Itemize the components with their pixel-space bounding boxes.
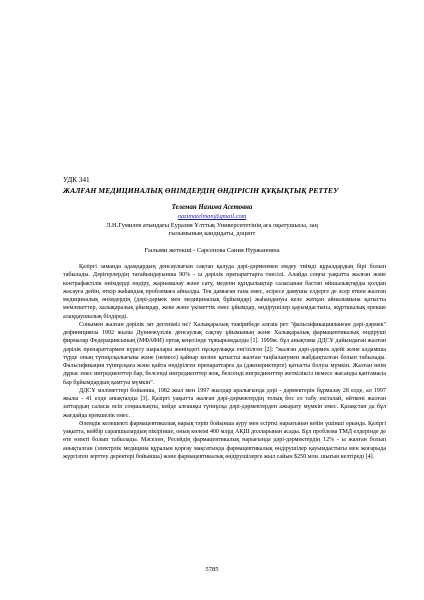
scientific-supervisor: Ғылыми жетекші - Сарсенова Сания Нуржановна [144,247,280,254]
body-paragraph: ДДСҰ мәліметтері бойынша, 1982 жыл мен 1997 жылдар аралығында дәрі - дәрмектерін бұрмалау 28 елде, ал 1997 жылы - 41 елде анықталды [3]. Қазіргі уақытта жалған дәрі-дәрмектердің толық бос ел табу екіталай, өйткені жалған заттардың саласы өсіп соңшалықты, кейде алғашқы түпнұсқа дәрі-дәрмектерден ажырату мүмкін емес. Қазақстан да бұл жағдайда ерекшелік емес. [63,387,386,419]
body-paragraph: Қазіргі заманда адамдардың денсаулығын сақтап қалуда дәрі-дәрменмен емдеу тиімді құралдардың бірі болып табылады. Дәрігерлердің тағайындауынша 90% - ы дәрілік препараттарға тиесілі. Алайда соңғы уақытта жалған және контрафактілік өнімдерді өндіру, жарнамалау және сату, медени құндылықтар саласынан бастап өйшылықтарды қолдан жасауға дейін, өткір жаһандық проблемаға айналды. Тек дамыған ғана емес, әсіресе дамушы елдерге де әсер еткен жалған медициналық өнімдердің (дәрі-дәрмек мен медициналық бұйымдар) жаһандануы келе жатқан айналымына қатысты мемлекеттер, халықаралық ұйымдар, жеке және үкіметтік емес ұйымдар, өндірушілер қауымдастығы, жұртшылық ерекше алаңдаушылық білдіреді. [63,264,386,320]
udk-code: УДК 341 [63,176,90,184]
affiliation-line: Л.Н.Гумилев атындағы Еуразия Ұлттық Университетінің аға оқытушысы, заң [106,222,318,229]
article-title: ЖАЛҒАН МЕДИЦИНАЛЫҚ ӨНІМДЕРДІҢ ӨНДІРІСІН ҚҰҚЫҚТЫҚ РЕТТЕУ [63,186,339,195]
affiliation-line: ғылымының кандидаты, доцент [168,230,256,238]
author-email-link[interactable]: nazimatelman@gmail.com [177,213,247,220]
body-paragraph: Әлемдік келешекті фармацевтикалық нарық тәріп бойынша ауру мен есірткі нарығынан кейін үшінші орында. Қазіргі уақытта, кейбір сарапшылардың пікірінше, оның көлемі 400 млрд АҚШ долларынан асады. Бұл проблема ТМД елдерінде де өте өзекті болып табылады. Мәселен, Ресейдің фармацевтикалық нарығында дәрі-дәрмектердің 12% - ы жалған болып анықталған (электрлік медицина құралын қорғау мақсатында фармацевтикалық өндірушілер қауымдастығы мен жоғарыда жүргізген зерттеу деректері бойынша) және фармацевтикалық өндірушілерге жыл сайын $250 млн. шығын келтіреді [4]. [63,420,386,460]
article-body [63,263,386,461]
author-affiliation [0,222,424,239]
page-number: 5785 [205,566,219,573]
author-name: Телеман Назима Асетовна [171,204,253,211]
body-paragraph: Сонымен жалған дәрілік зат дегеніміз не? Халықаралық тәжірибеде алғаш рет "фальсификацияланған дәрі-дәрмек" дефинициясы 1992 жылы Дүниежүзілік денсаулық сақтау ұйымының және Халықаралық фармацевтикалық өндіруші фирмалар Федерациясының (МФАФИ) ортақ кеңесінде тұжырымдалды [1]. 1999ж. бұл анықтама ДДСҰ дайындаған жалған дәрілік препараттармен күресу шаралары жөніндегі нұсқаулыққа енгізілген [2]: "жалған дәрі-дәрмек әдейі және алдамшы түрде оның түпнұсқалығына және (немесе) қайнар көзіне қатысты жалған таңбаланумен жабдықталған болып табылады. Фальсификация түпнұсқаға және қайта өндірілген препараттарға да (дженериктерге) қатысты болуы мүмкін. Жалған өнім дұрыс емес ингредиенттер бар, белсенді ингредиенттер жоқ, белсенді ингредиенттер жеткіліксіз немесе жасанды қаптамасы бар бұйымдардың қамтуы мүмкін". [63,321,386,386]
